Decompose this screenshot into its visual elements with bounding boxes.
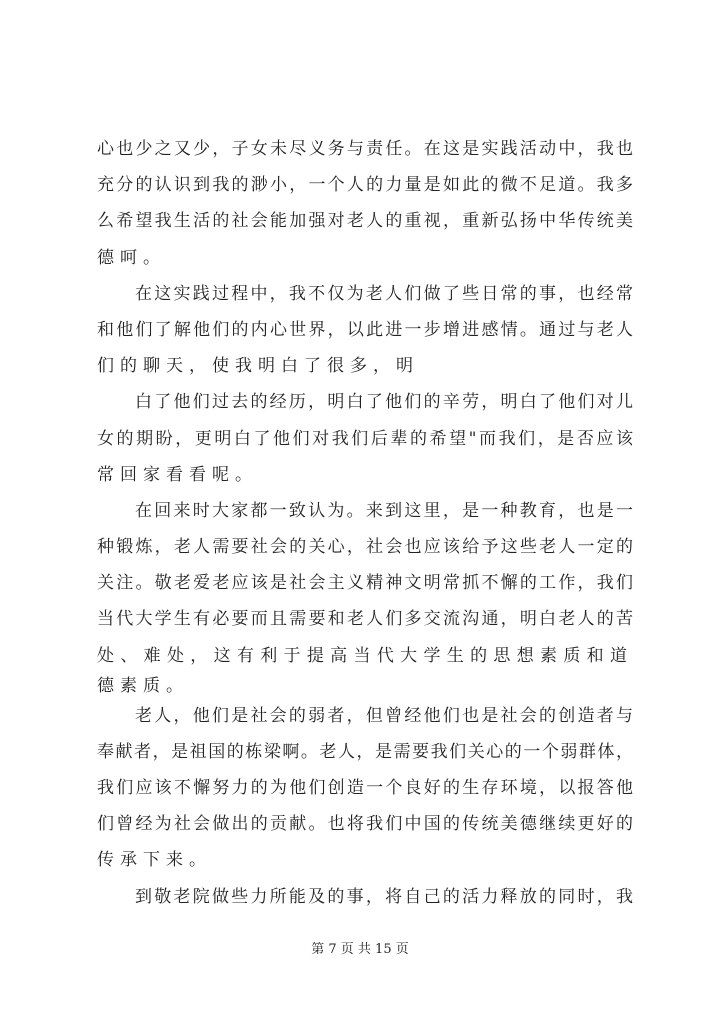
text-line: 白了他们过去的经历，明白了他们的辛劳，明白了他们对儿 <box>135 392 633 413</box>
text-line: 在这实践过程中，我不仅为老人们做了些日常的事，也经常 <box>135 283 633 304</box>
text-line: 传承下来。 <box>97 850 212 871</box>
document-body <box>97 134 633 918</box>
text-line: 常回家看看呢。 <box>97 464 258 485</box>
text-line: 充分的认识到我的渺小，一个人的力量是如此的微不足道。我多 <box>97 175 633 196</box>
text-line: 处、难处，这有利于提高当代大学生的思想素质和道德素质。 <box>97 645 633 696</box>
text-line: 心也少之又少，子女未尽义务与责任。在这是实践活动中，我也 <box>97 139 633 159</box>
text-line: 女的期盼，更明白了他们对我们后辈的希望"而我们，是否应该 <box>97 428 633 449</box>
text-line: 我们应该不懈努力的为他们创造一个良好的生存环境，以报答他 <box>97 778 633 798</box>
text-line: 种锻炼，老人需要社会的关心，社会也应该给予这些老人一定的 <box>97 537 633 558</box>
text-line: 关注。敬老爱老应该是社会主义精神文明常抓不懈的工作，我们 <box>97 573 633 594</box>
text-line: 到敬老院做些力所能及的事，将自己的活力释放的同时，我 <box>135 886 633 907</box>
text-line: 和他们了解他们的内心世界，以此进一步增进感情。通过与老人 <box>97 319 633 340</box>
text-line: 老人，他们是社会的弱者，但曾经他们也是社会的创造者与 <box>135 705 633 726</box>
text-line: 在回来时大家都一致认为。来到这里，是一种教育，也是一 <box>135 500 633 521</box>
text-line: 们的聊天，使我明白了很多，明 <box>97 356 419 377</box>
text-line: 么希望我生活的社会能加强对老人的重视，重新弘扬中华传统美 <box>97 211 633 232</box>
page-footer: 第 7 页 共 15 页 <box>311 942 409 957</box>
text-line: 当代大学生有必要而且需要和老人们多交流沟通，明白老人的苦 <box>97 609 633 630</box>
text-line: 奉献者，是祖国的栋梁啊。老人，是需要我们关心的一个弱群体， <box>97 741 633 762</box>
text-line: 德呵。 <box>97 247 166 268</box>
text-line: 们曾经为社会做出的贡献。也将我们中国的传统美德继续更好的 <box>97 814 633 835</box>
